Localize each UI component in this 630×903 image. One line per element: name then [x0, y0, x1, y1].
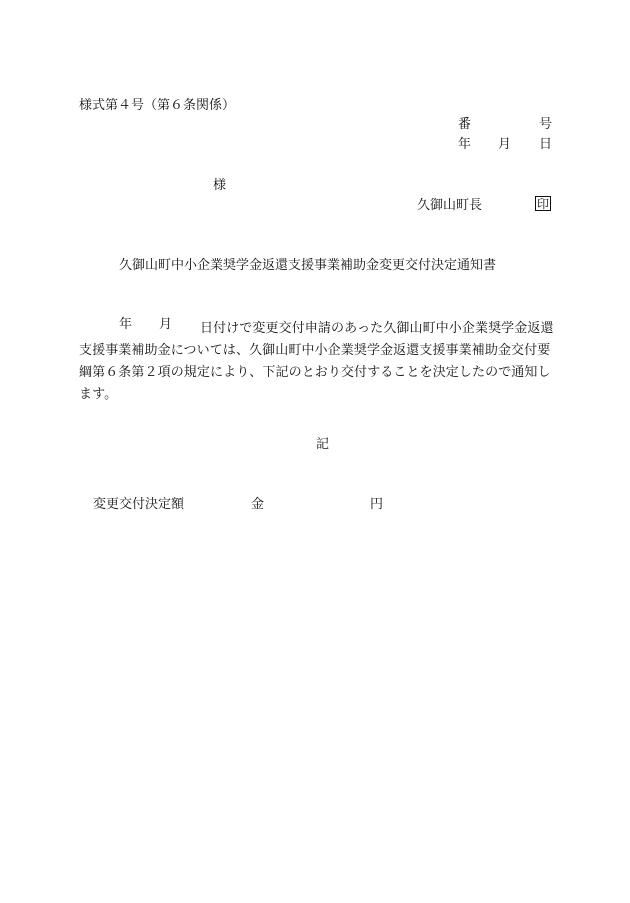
body-paragraph: [79, 318, 555, 406]
form-number: 様式第４号（第６条関係）: [79, 98, 236, 113]
ki-heading: 記: [316, 437, 330, 452]
body-text: 日付けで変更交付申請のあった久御山町中小企業奨学金返還支援事業補助金については、久御山町中小企業奨学金返還支援事業補助金交付要綱第６条第２項の規定により、下記のとおり交付することを決定したので通知します。: [79, 321, 554, 402]
amount-label: 変更交付決定額: [93, 497, 185, 512]
date-month-label: 月: [498, 137, 512, 152]
number-label-ban: 番: [458, 117, 472, 132]
amount-unit: 円: [370, 497, 384, 512]
addressee-honorific: 様: [213, 178, 227, 193]
date-day-label: 日: [539, 137, 553, 152]
seal-char: 印: [537, 197, 550, 211]
body-year-label: 年: [119, 317, 133, 332]
issuer-name: 久御山町長: [417, 198, 483, 213]
number-label-go: 号: [539, 117, 553, 132]
body-month-label: 月: [159, 317, 173, 332]
seal-mark: [535, 196, 551, 211]
date-year-label: 年: [458, 137, 472, 152]
document-title: 久御山町中小企業奨学金返還支援事業補助金変更交付決定通知書: [119, 258, 497, 273]
amount-prefix: 金: [251, 497, 265, 512]
